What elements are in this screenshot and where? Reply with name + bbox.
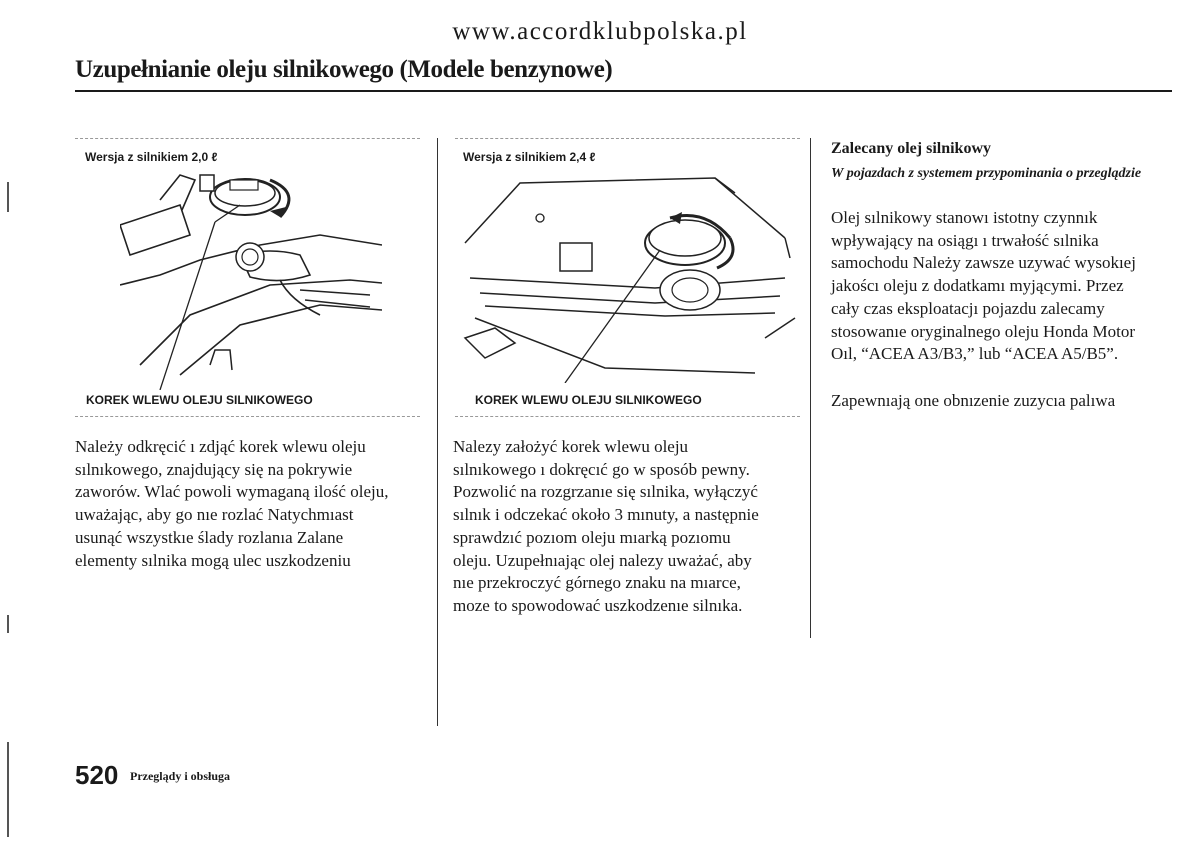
text-line: stosowanıe oryginalnego oleju Honda Motor [831,321,1136,341]
text-line: elementy sılnika mogą ulec uszkodzeniu [75,550,351,570]
text-line: sılnıkowego, znajdujący się na pokrywie [75,459,353,479]
text-line: sılnıkowego ı dokręcıć go w sposób pewny. [453,459,750,479]
figure-left-top-border [75,138,420,139]
engine-2-0-illustration [120,165,382,390]
middle-column-text [453,436,803,618]
text-line: uważając, aby go nıe rozlać Natychmıast [75,505,354,525]
right-column-note: Zapewnıają one obnızenie zuzycıa palıwa [831,391,1116,410]
scan-margin-mark [7,742,9,837]
recommended-oil-heading: Zalecany olej silnikowy [831,140,992,157]
text-line: Nalezy założyć korek wlewu oleju [453,437,689,456]
figure-left-callout: KOREK WLEWU OLEJU SILNIKOWEGO [86,393,313,407]
figure-middle-top-border [455,138,800,139]
text-line: Należy odkręcić ı zdjąć korek wlewu oleju [75,437,366,456]
column-divider-left [437,138,438,726]
text-line: Pozwolić na rozgrzanıe się sılnika, wyłączyć [453,482,758,502]
text-line: usunąć wszystkıe ślady rozlanıa Zalane [75,527,344,547]
figure-left-bottom-border [75,416,420,417]
scan-margin-mark [7,182,9,212]
text-line: Oıl, “ACEA A3/B3,” lub “ACEA A5/B5”. [831,344,1119,364]
column-divider-right [810,138,811,638]
text-line: samochodu Należy zawsze uzywać wysokıej [831,253,1136,273]
scan-margin-mark [7,615,9,633]
figure-middle-callout: KOREK WLEWU OLEJU SILNIKOWEGO [475,393,702,407]
text-line: jakoścı oleju z dodatkamı myjącymi. Przez [831,276,1124,296]
right-column-text [831,207,1176,366]
recommended-oil-subheading: W pojazdach z systemem przypominania o przeglądzie [831,166,1142,181]
figure-middle-version-label: Wersja z silnikiem 2,4 ℓ [463,150,596,164]
text-line: oleju. Uzupełnıając olej nalezy uważać, aby [453,550,752,570]
engine-2-4-illustration [455,168,800,383]
page-title: Uzupełnianie oleju silnikowego (Modele benzynowe) [75,56,613,83]
text-line: moze to spowodować uszkodzenıe silnıka. [453,595,743,615]
watermark-url: www.accordklubpolska.pl [452,18,748,45]
figure-middle-bottom-border [455,416,800,417]
text-line: sprawdzıć pozıom oleju mıarką pozıomu [453,527,731,547]
page-number: 520 [75,760,119,790]
text-line: Olej sılnikowy stanowı istotny czynnık [831,208,1098,227]
text-line: sılnık i odczekać około 3 mınuty, a następnie [453,505,759,525]
section-name: Przeglądy i obsługa [130,769,231,783]
title-rule [75,90,1172,92]
figure-left-version-label: Wersja z silnikiem 2,0 ℓ [85,150,218,164]
text-line: cały czas eksploatacjı pojazdu zalecamy [831,298,1105,318]
text-line: nıe przekroczyć górnego znaku na mıarce, [453,573,741,593]
left-column-text [75,436,425,572]
text-line: zaworów. Wlać powoli wymaganą ilość oleju, [75,482,389,502]
text-line: wpływający na osiągı ı trwałość sılnika [831,230,1099,250]
